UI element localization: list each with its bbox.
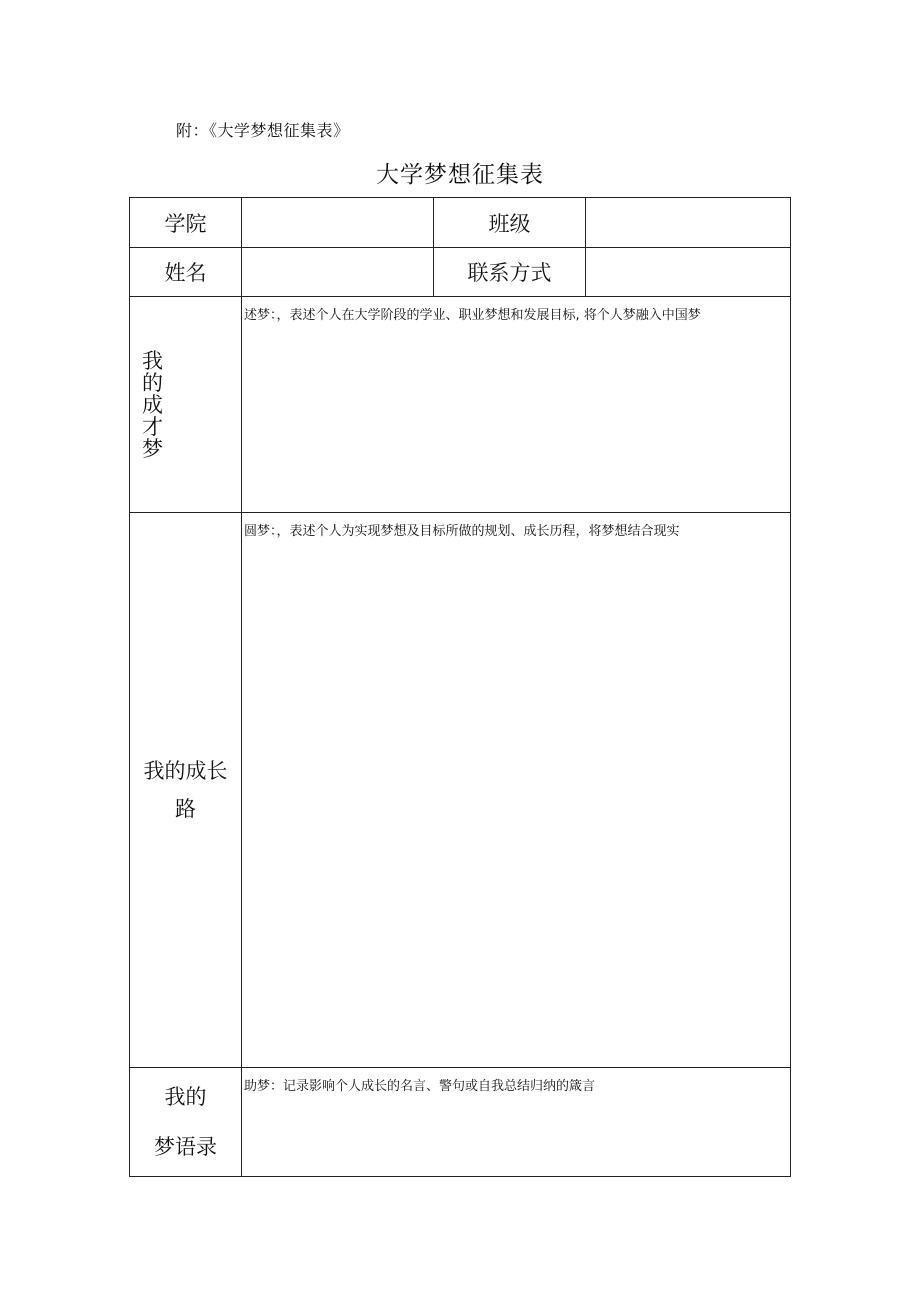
- quotes-label-line2: 梦语录: [154, 1135, 217, 1159]
- name-field[interactable]: [242, 248, 434, 297]
- growth-hint: 圆梦：，表述个人为实现梦想及目标所做的规划、成长历程，将梦想结合现实: [244, 524, 680, 539]
- growth-field[interactable]: [242, 513, 791, 1068]
- dream-field[interactable]: [242, 297, 791, 513]
- class-label: 班级: [434, 198, 586, 248]
- name-label: 姓名: [130, 248, 242, 297]
- dream-collection-form: [129, 197, 791, 1177]
- quotes-label-cell: [130, 1068, 242, 1177]
- contact-label: 联系方式: [434, 248, 586, 297]
- dream-label-cell: [130, 297, 242, 513]
- quotes-field[interactable]: [242, 1068, 791, 1177]
- form-row-college-class: [130, 198, 791, 248]
- appendix-note: 附：《大学梦想征集表》: [176, 121, 350, 140]
- form-row-dream: [130, 297, 791, 513]
- growth-label: 我的成长路: [143, 759, 228, 821]
- class-field[interactable]: [586, 198, 791, 248]
- quotes-hint: 助梦：记录影响个人成长的名言、警句或自我总结归纳的箴言: [244, 1079, 596, 1094]
- college-label: 学院: [130, 198, 242, 248]
- form-row-growth: [130, 513, 791, 1068]
- form-row-quotes: [130, 1068, 791, 1177]
- form-title: 大学梦想征集表: [376, 162, 544, 188]
- quotes-label-line1: 我的: [164, 1085, 207, 1109]
- form-row-name-contact: [130, 248, 791, 297]
- dream-hint: 述梦：，表述个人在大学阶段的学业、职业梦想和发展目标, 将个人梦融入中国梦: [244, 308, 701, 323]
- growth-label-cell: [130, 513, 242, 1068]
- college-field[interactable]: [242, 198, 434, 248]
- dream-label: 我的成才梦: [142, 348, 163, 461]
- contact-field[interactable]: [586, 248, 791, 297]
